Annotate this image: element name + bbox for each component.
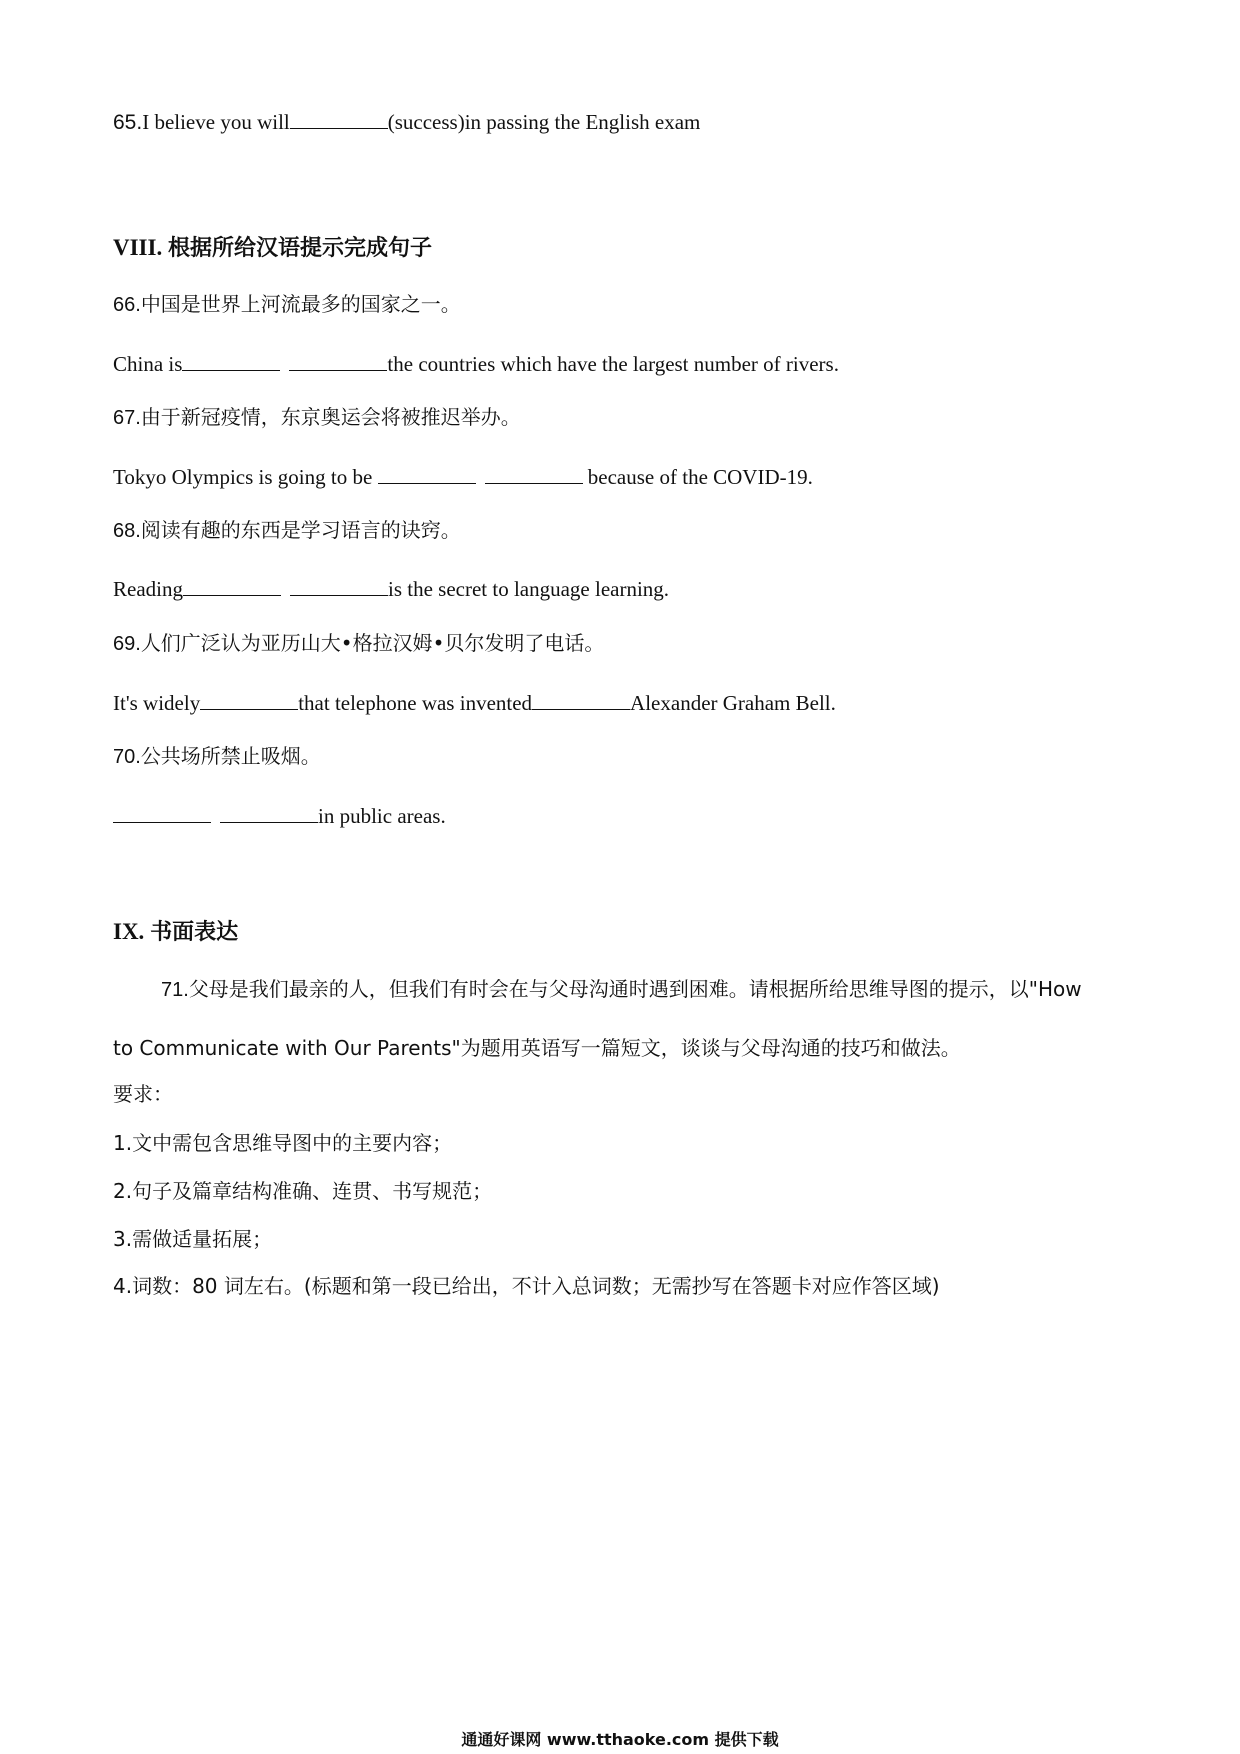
writing-prompt: 父母是我们最亲的人，但我们有时会在与父母沟通时遇到困难。请根据所给思维导图的提示，以"How xyxy=(188,977,1082,1001)
question-71-text-line-2 xyxy=(113,1034,961,1062)
section-roman: IX. xyxy=(113,919,145,944)
question-69-sentence xyxy=(113,689,836,717)
sentence-before: It's widely xyxy=(113,691,201,715)
answer-blank[interactable] xyxy=(200,689,298,710)
question-number: 71. xyxy=(161,979,189,1001)
chinese-prompt: 由于新冠疫情，东京奥运会将被推迟举办。 xyxy=(140,405,521,429)
question-67-sentence xyxy=(113,463,813,491)
question-67-prompt xyxy=(113,403,521,432)
requirement-2: 2.句子及篇章结构准确、连贯、书写规范； xyxy=(113,1179,493,1203)
question-number: 66. xyxy=(113,294,141,316)
sentence-middle: that telephone was invented xyxy=(298,691,533,715)
sentence-before: Reading xyxy=(113,577,183,601)
sentence-after: because of the COVID-19. xyxy=(582,465,813,489)
question-66-sentence xyxy=(113,350,839,378)
question-66-prompt xyxy=(113,290,461,319)
answer-blank[interactable] xyxy=(289,350,387,371)
answer-blank[interactable] xyxy=(183,575,281,596)
question-65 xyxy=(113,108,700,137)
sentence-after: (success)in passing the English exam xyxy=(387,110,701,134)
sentence-before: I believe you will xyxy=(142,110,290,134)
answer-blank[interactable] xyxy=(378,463,476,484)
answer-blank[interactable] xyxy=(485,463,583,484)
chinese-prompt: 阅读有趣的东西是学习语言的诀窍。 xyxy=(140,518,461,542)
answer-blank[interactable] xyxy=(182,350,280,371)
section-heading-8 xyxy=(113,234,432,263)
sentence-after: is the secret to language learning. xyxy=(387,577,670,601)
requirements-label: 要求： xyxy=(113,1082,173,1106)
question-number: 69. xyxy=(113,633,141,655)
sentence-before: China is xyxy=(113,352,183,376)
question-69-prompt xyxy=(113,629,604,658)
answer-blank[interactable] xyxy=(113,802,211,823)
question-number: 68. xyxy=(113,520,141,542)
section-heading-9 xyxy=(113,918,238,947)
question-number: 65. xyxy=(113,111,143,134)
sentence-after: in public areas. xyxy=(318,804,446,828)
section-roman: VIII. xyxy=(113,235,163,260)
page-footer: 通通好课网 www.tthaoke.com 提供下载 xyxy=(461,1730,779,1749)
question-number: 70. xyxy=(113,746,141,768)
answer-blank[interactable] xyxy=(290,575,388,596)
question-70-sentence xyxy=(113,802,446,830)
question-number: 67. xyxy=(113,407,141,429)
question-71-text-line-1 xyxy=(161,975,1082,1004)
requirement-4: 4.词数：80 词左右。(标题和第一段已给出，不计入总词数；无需抄写在答题卡对应作答区域) xyxy=(113,1274,940,1298)
answer-blank[interactable] xyxy=(220,802,318,823)
question-68-prompt xyxy=(113,516,461,545)
chinese-prompt: 人们广泛认为亚历山大•格拉汉姆•贝尔发明了电话。 xyxy=(140,631,605,655)
sentence-after: Alexander Graham Bell. xyxy=(630,691,836,715)
chinese-prompt: 中国是世界上河流最多的国家之一。 xyxy=(140,292,461,316)
answer-blank[interactable] xyxy=(290,108,388,129)
section-title: 根据所给汉语提示完成句子 xyxy=(167,236,432,261)
requirement-1: 1.文中需包含思维导图中的主要内容； xyxy=(113,1131,453,1155)
chinese-prompt: 公共场所禁止吸烟。 xyxy=(140,744,321,768)
writing-prompt-continued: to Communicate with Our Parents"为题用英语写一篇短文，谈谈与父母沟通的技巧和做法。 xyxy=(113,1036,961,1060)
answer-blank[interactable] xyxy=(532,689,630,710)
question-68-sentence xyxy=(113,575,669,603)
sentence-after: the countries which have the largest number of rivers. xyxy=(387,352,839,376)
section-title: 书面表达 xyxy=(150,920,239,945)
sentence-before: Tokyo Olympics is going to be xyxy=(113,465,378,489)
requirement-3: 3.需做适量拓展； xyxy=(113,1227,273,1251)
question-70-prompt xyxy=(113,742,321,771)
